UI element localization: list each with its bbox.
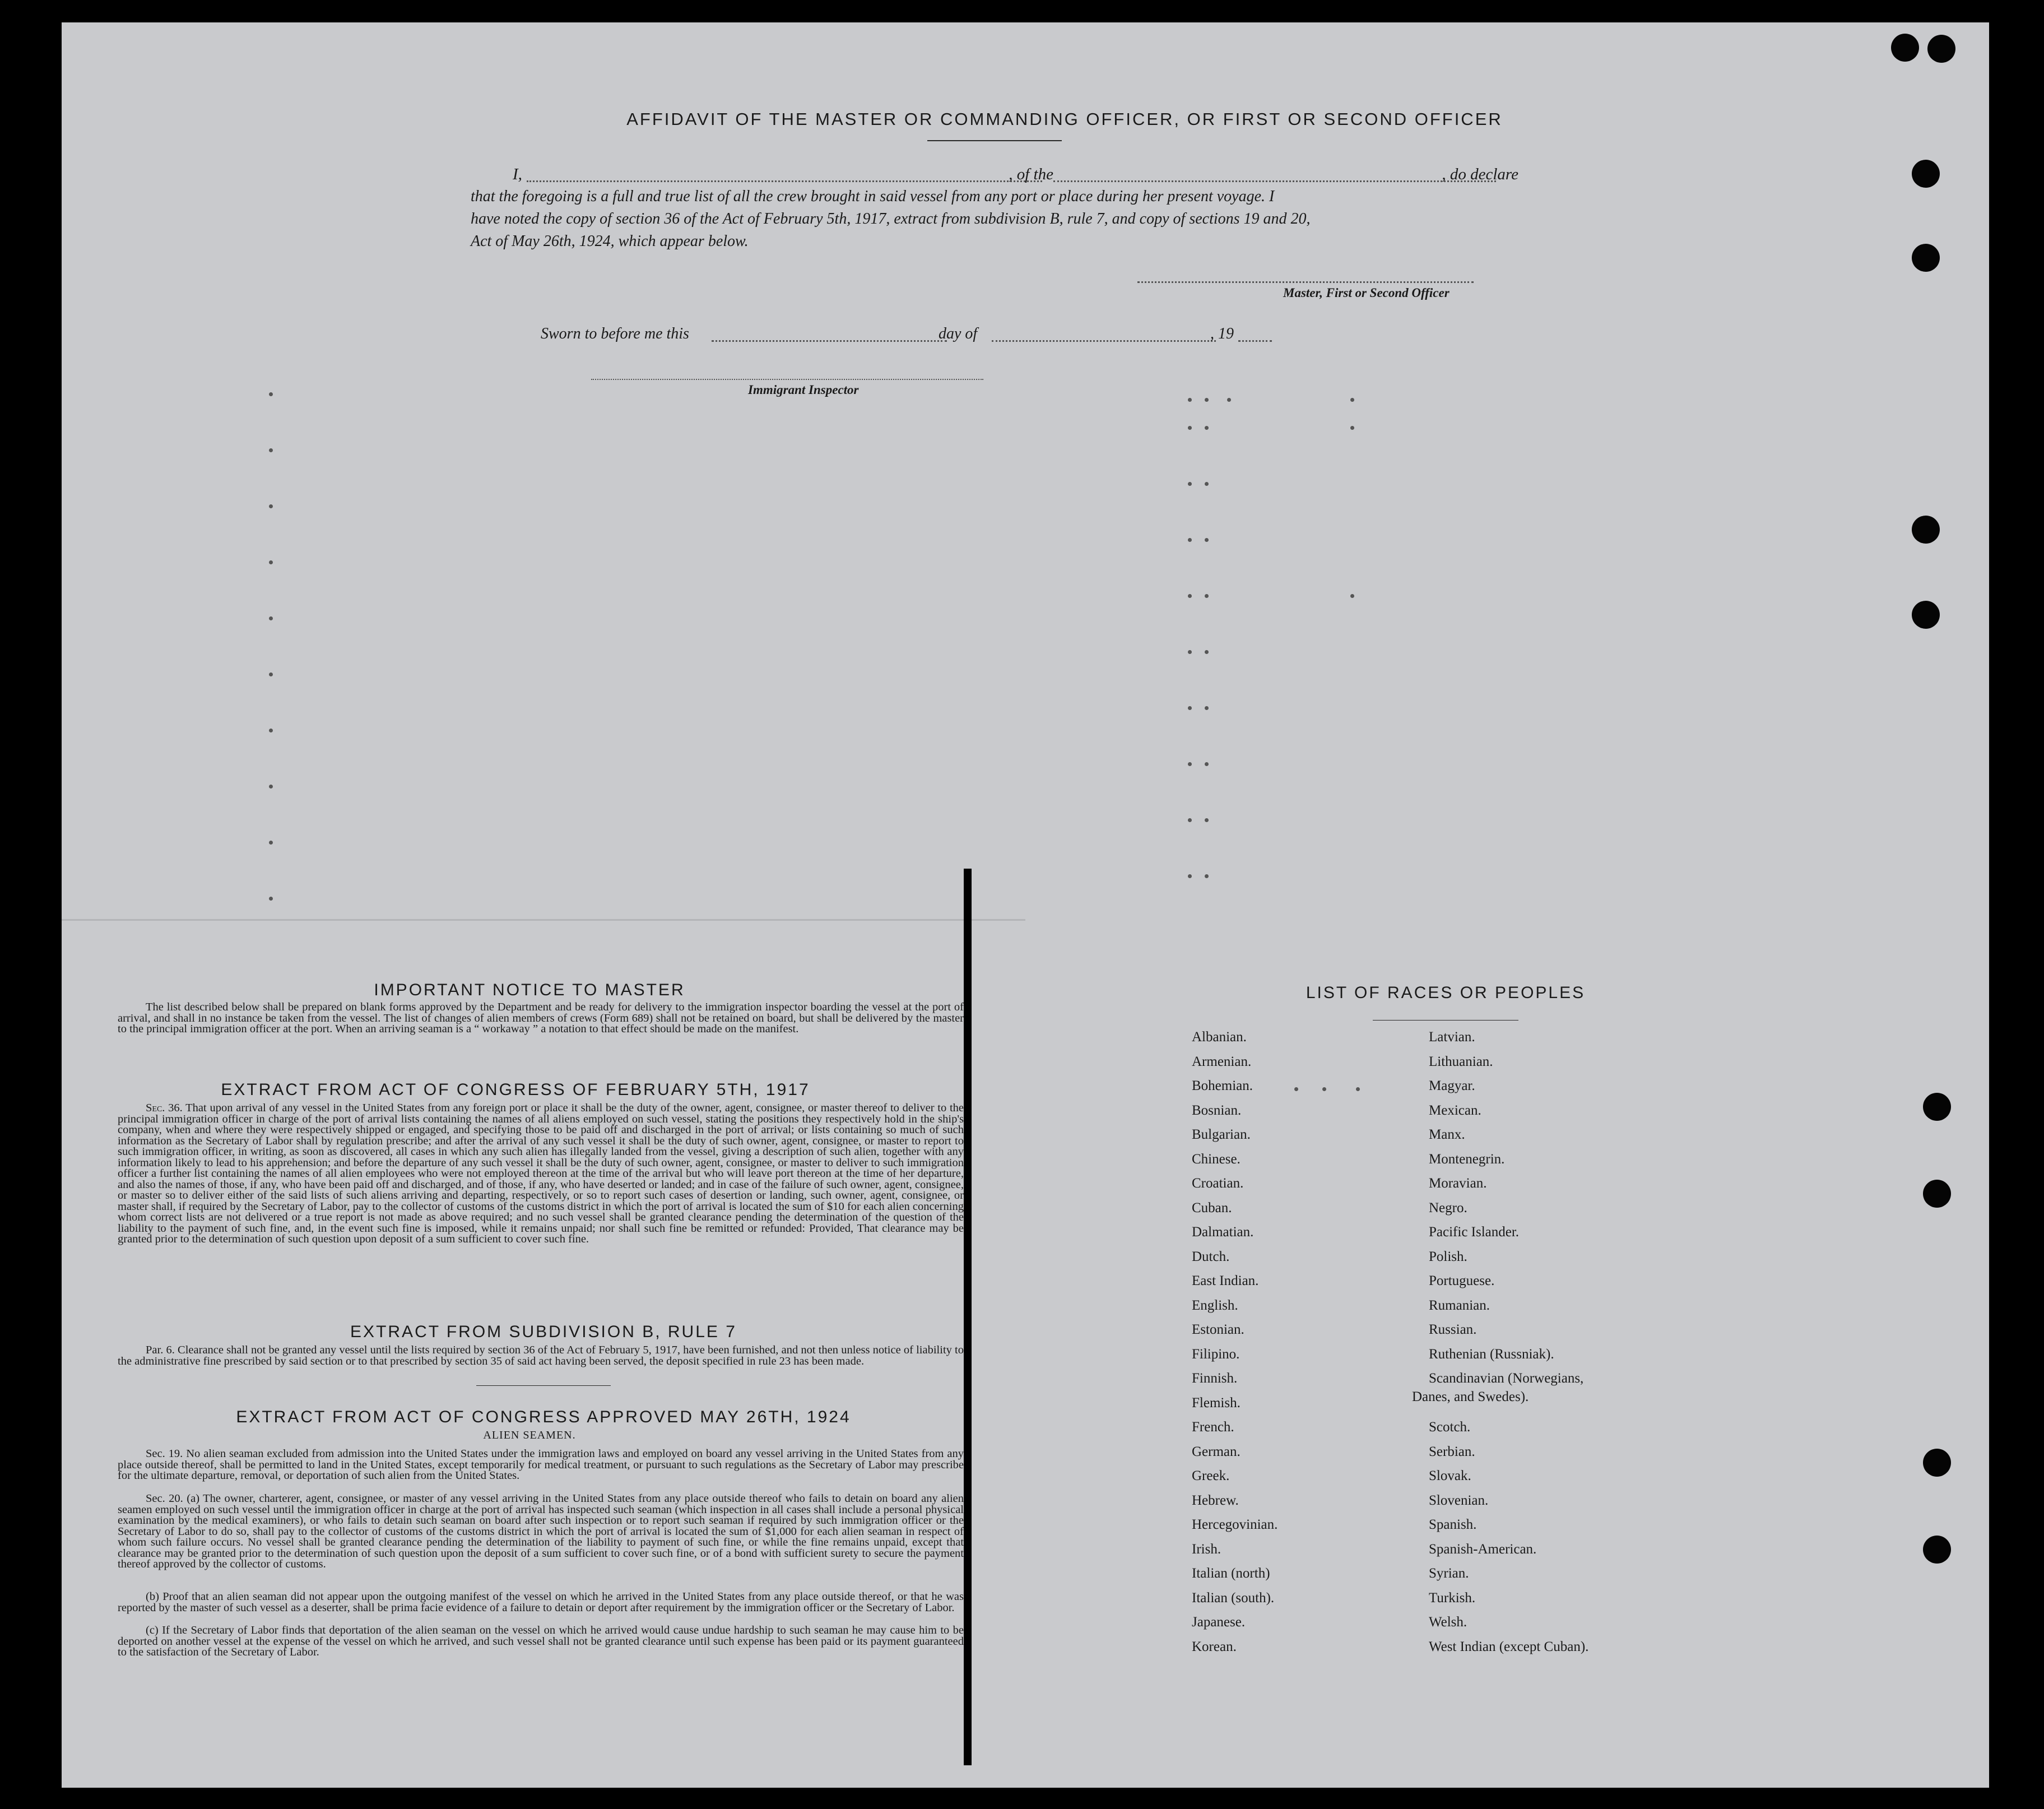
extract-b-body: Clearance shall not be granted any vessel until the lists required by section 36 of the Act of February 5, 1917, have been furnished, and not then unless notice of liability to the administrative fine prescribed by said section or to that prescribed by section 35 of said act having been served, the deposit specified in rule 23 has been made. bbox=[118, 1344, 964, 1367]
race-item: Russian. bbox=[1429, 1322, 1477, 1337]
extract-1924-subtitle: ALIEN SEAMEN. bbox=[483, 1429, 576, 1441]
race-item: Moravian. bbox=[1429, 1176, 1487, 1191]
race-item: Bulgarian. bbox=[1192, 1127, 1251, 1142]
race-item: Portuguese. bbox=[1429, 1273, 1495, 1288]
races-title: LIST OF RACES OR PEOPLES bbox=[1306, 984, 1586, 1002]
extract-1917-text bbox=[118, 1103, 964, 1245]
race-item: English. bbox=[1192, 1297, 1238, 1313]
scan-speck bbox=[1188, 426, 1192, 430]
race-item: Spanish. bbox=[1429, 1517, 1477, 1532]
officer-signature-field[interactable] bbox=[1137, 281, 1474, 283]
race-item: Syrian. bbox=[1429, 1566, 1469, 1581]
race-item: Lithuanian. bbox=[1429, 1054, 1493, 1069]
race-item: Montenegrin. bbox=[1429, 1151, 1505, 1167]
scan-speck bbox=[1205, 706, 1209, 710]
race-item: West Indian (except Cuban). bbox=[1429, 1639, 1589, 1654]
scan-speck bbox=[269, 729, 273, 732]
race-item: German. bbox=[1192, 1444, 1241, 1459]
sworn-month-field[interactable] bbox=[992, 340, 1216, 342]
race-item: Flemish. bbox=[1192, 1395, 1241, 1411]
scan-speck bbox=[1188, 706, 1192, 710]
race-item: Korean. bbox=[1192, 1639, 1237, 1654]
scan-speck bbox=[1205, 538, 1209, 542]
binding-hole bbox=[1912, 601, 1940, 629]
scan-speck bbox=[1356, 1087, 1360, 1091]
scan-speck bbox=[1350, 398, 1354, 402]
race-item: East Indian. bbox=[1192, 1273, 1259, 1288]
binding-hole bbox=[1912, 244, 1940, 272]
sworn-day-field[interactable] bbox=[712, 340, 947, 342]
manifest-sheet bbox=[62, 22, 1989, 1788]
scan-speck bbox=[1188, 818, 1192, 822]
race-item: Scandinavian (Norwegians, bbox=[1429, 1371, 1584, 1386]
race-item: Pacific Islander. bbox=[1429, 1224, 1520, 1240]
race-item: Filipino. bbox=[1192, 1346, 1240, 1362]
race-item: Irish. bbox=[1192, 1541, 1221, 1557]
scan-speck bbox=[1205, 426, 1209, 430]
extract-1924-sec20a: Sec. 20. (a) The owner, charterer, agent, consignee, or master of any vessel arriving in the United States from any place outside thereof who fails to detain on board any alien seamen employed on such vessel until the immigration officer in charge at the port of arrival has inspected such seaman (which inspection in all cases shall include a personal physical examination by the medical examiners), or who fails to detain such seaman on board after such inspection or to report such seaman if required by such immigration officer or the Secretary of Labor to do so, shall pay to the collector of customs of the customs district in which the port of arrival is located the sum of $1,000 for each alien seaman in respect of whom such failure occurs. No vessel shall be granted clearance pending the determination of the liability to payment of such fine, or while the fine remains unpaid, except that clearance may be granted prior to the determination of such question upon the deposit of a sum sufficient to cover such fine, or of a bond with sufficient surety to secure the payment thereof approved by the collector of customs. bbox=[118, 1492, 964, 1570]
scan-speck bbox=[269, 504, 273, 508]
affidavit-line3: have noted the copy of section 36 of the Act of February 5th, 1917, extract from subdivision B, rule 7, and copy of sections 19 and 20, bbox=[471, 210, 1311, 228]
sworn-prefix: Sworn to before me this bbox=[541, 325, 689, 342]
extract-1924-sec20b: (b) Proof that an alien seaman did not appear upon the outgoing manifest of the vessel on which he arrived in the United States from any place outside thereof, or that he was reported by the master of such vessel as a deserter, shall be prima facie evidence of a failure to detain or deport after requirement by the immigration officer or the Secretary of Labor. bbox=[118, 1590, 964, 1614]
binding-hole bbox=[1927, 35, 1955, 63]
extract-1917-body: That upon arrival of any vessel in the United States from any foreign port or place it shall be the duty of the owner, agent, consignee, or master thereof to deliver to the principal immigration officer in charge of the port of arrival lists containing the names of all aliens employed on such vessel, stating the positions they respectively hold in the ship's company, when and where they were respectively shipped or engaged, and specifying those to be paid off and discharged in the port of arrival; or lists containing so much of such information as the Secretary of Labor shall by regulation prescribe; and after the arrival of any such vessel it shall be the duty of such owner, agent, consignee, or master to report to such immigration officer, in writing, as soon as discovered, all cases in which any such alien has illegally landed from the vessel, giving a description of such alien, together with any information likely to lead to his apprehension; and before the departure of any such vessel it shall be the duty of such owner, agent, consignee, or master to deliver to such immigration officer a further list containing the names of all alien employees who were not employed thereon at the time of the arrival but who will leave port thereon at the time of her departure, and also the names of those, if any, who have been paid off and discharged, and of those, if any, who have deserted or landed; and in case of the failure of such owner, agent, consignee, or master so to deliver either of the said lists of such aliens arriving and departing, respectively, or so to report such cases of desertion or landing, such owner, agent, consignee, or master shall, if required by the Secretary of Labor, pay to the collector of customs of the customs district in which the port of arrival is located the sum of $10 for each alien concerning whom correct lists are not delivered or a true report is not made as above required; and no such vessel shall be granted clearance pending the determination of the question of the liability to the payment of such fine, and, in the event such fine is imposed, while it remains unpaid; nor shall such fine be remitted or refunded: Provided, That clearance may be granted prior to the determination of such question upon deposit of a sum sufficient to cover such fine. bbox=[118, 1102, 964, 1245]
race-item: Latvian. bbox=[1429, 1029, 1475, 1045]
fold-gap bbox=[964, 869, 972, 1765]
race-item: Croatian. bbox=[1192, 1176, 1244, 1191]
scan-speck bbox=[269, 672, 273, 676]
scan-speck bbox=[1188, 482, 1192, 486]
notice-text: The list described below shall be prepared on blank forms approved by the Department and be ready for delivery to the immigration inspector boarding the vessel at the port of arrival, and shall in no instance be taken from the vessel. The list of changes of alien members of crews (Form 689) shall not be retained on board, but shall be delivered by the master to the principal immigration officer at the port. When an arriving seaman is a “ workaway ” a notation to that effect should be made on the manifest. bbox=[118, 1001, 964, 1035]
scan-speck bbox=[1205, 818, 1209, 822]
race-item: French. bbox=[1192, 1420, 1234, 1435]
race-item: Dalmatian. bbox=[1192, 1224, 1254, 1240]
race-item: Spanish-American. bbox=[1429, 1541, 1537, 1557]
sworn-day-of: day of bbox=[939, 325, 978, 342]
race-item: Negro. bbox=[1429, 1200, 1467, 1216]
affidavit-line4: Act of May 26th, 1924, which appear below. bbox=[471, 233, 749, 250]
race-item: Albanian. bbox=[1192, 1029, 1247, 1045]
race-item: Hebrew. bbox=[1192, 1492, 1239, 1508]
race-item: Armenian. bbox=[1192, 1054, 1252, 1069]
scan-speck bbox=[1227, 398, 1231, 402]
scan-speck bbox=[269, 560, 273, 564]
scan-speck bbox=[1205, 650, 1209, 654]
race-item: Bosnian. bbox=[1192, 1102, 1242, 1118]
scan-speck bbox=[1205, 482, 1209, 486]
race-item: Danes, and Swedes). bbox=[1412, 1389, 1529, 1404]
binding-hole bbox=[1923, 1093, 1951, 1121]
scan-speck bbox=[269, 392, 273, 396]
race-item: Rumanian. bbox=[1429, 1297, 1490, 1313]
extract-b-text bbox=[118, 1345, 964, 1367]
race-item: Slovenian. bbox=[1429, 1492, 1489, 1508]
binding-hole bbox=[1923, 1536, 1951, 1564]
race-item: Ruthenian (Russniak). bbox=[1429, 1346, 1554, 1362]
scan-speck bbox=[269, 897, 273, 901]
extract-b-title: EXTRACT FROM SUBDIVISION B, RULE 7 bbox=[350, 1323, 737, 1341]
affidavit-line-i: I, bbox=[513, 165, 522, 183]
extract-b-par-label: Par. 6. bbox=[146, 1344, 175, 1356]
binding-hole bbox=[1912, 516, 1940, 544]
scan-speck bbox=[1188, 874, 1192, 878]
extract-b-rule bbox=[476, 1385, 611, 1386]
extract-1924-sec19: Sec. 19. No alien seaman excluded from admission into the United States under the immigration laws and employed on board any vessel arriving in the United States from any place outside thereof, shall be permitted to land in the United States, except temporarily for medical treatment, or pursuant to such regulations as the Secretary of Labor may prescribe for the ultimate departure, removal, or deportation of such alien from the United States. bbox=[118, 1448, 964, 1482]
extract-1924-title: EXTRACT FROM ACT OF CONGRESS APPROVED MAY 26TH, 1924 bbox=[236, 1408, 851, 1426]
affidavit-of-the: , of the bbox=[1009, 165, 1053, 183]
affidavit-line2: that the foregoing is a full and true list of all the crew brought in said vessel from any port or place during her present voyage. I bbox=[471, 188, 1275, 205]
scan-speck bbox=[269, 616, 273, 620]
race-item: Chinese. bbox=[1192, 1151, 1241, 1167]
inspector-signature-field[interactable] bbox=[591, 379, 983, 380]
scan-speck bbox=[269, 785, 273, 788]
race-item: Turkish. bbox=[1429, 1590, 1476, 1606]
fold-line-horizontal bbox=[62, 919, 1025, 921]
inspector-caption: Immigrant Inspector bbox=[748, 383, 859, 397]
scan-speck bbox=[1205, 594, 1209, 598]
extract-1917-sec-label: Sec. 36. bbox=[146, 1102, 183, 1114]
race-item: Estonian. bbox=[1192, 1322, 1244, 1337]
scan-speck bbox=[1188, 398, 1192, 402]
binding-hole bbox=[1912, 160, 1940, 188]
scan-speck bbox=[269, 841, 273, 845]
scan-speck bbox=[1188, 650, 1192, 654]
declarant-name-field[interactable] bbox=[527, 180, 1042, 182]
race-item: Bohemian. bbox=[1192, 1078, 1253, 1093]
race-item: Dutch. bbox=[1192, 1249, 1230, 1264]
race-item: Italian (south). bbox=[1192, 1590, 1275, 1606]
binding-hole bbox=[1923, 1449, 1951, 1477]
officer-signature-caption: Master, First or Second Officer bbox=[1283, 286, 1450, 300]
extract-1924-sec20c: (c) If the Secretary of Labor finds that deportation of the alien seaman on the vessel on which he arrived would cause undue hardship to such seaman he may cause him to be deported on another vessel at the expense of the vessel on which he arrived, and such vessel shall not be granted clearance until such expense has been paid or its payment guaranteed to the satisfaction of the Secretary of Labor. bbox=[118, 1624, 964, 1658]
race-item: Scotch. bbox=[1429, 1420, 1471, 1435]
scan-speck bbox=[1322, 1087, 1326, 1091]
race-item: Japanese. bbox=[1192, 1615, 1246, 1630]
scan-speck bbox=[1205, 398, 1209, 402]
scan-speck bbox=[1350, 426, 1354, 430]
binding-hole bbox=[1891, 34, 1919, 62]
race-item: Finnish. bbox=[1192, 1371, 1238, 1386]
scan-speck bbox=[269, 448, 273, 452]
race-item: Slovak. bbox=[1429, 1468, 1471, 1483]
scan-speck bbox=[1205, 762, 1209, 766]
race-item: Polish. bbox=[1429, 1249, 1467, 1264]
sworn-year: , 19 bbox=[1210, 325, 1234, 342]
affidavit-do-declare: , do declare bbox=[1442, 165, 1518, 183]
races-title-underline bbox=[1373, 1020, 1518, 1021]
scan-speck bbox=[1205, 874, 1209, 878]
race-item: Serbian. bbox=[1429, 1444, 1475, 1459]
race-item: Magyar. bbox=[1429, 1078, 1475, 1093]
race-item: Italian (north) bbox=[1192, 1566, 1270, 1581]
extract-1917-title: EXTRACT FROM ACT OF CONGRESS OF FEBRUARY 5TH, 1917 bbox=[221, 1080, 810, 1099]
affidavit-title: AFFIDAVIT OF THE MASTER OR COMMANDING OFFICER, OR FIRST OR SECOND OFFICER bbox=[626, 109, 1503, 129]
sworn-year-field[interactable] bbox=[1238, 340, 1272, 342]
race-item: Mexican. bbox=[1429, 1102, 1481, 1118]
race-item: Greek. bbox=[1192, 1468, 1230, 1483]
race-item: Cuban. bbox=[1192, 1200, 1232, 1216]
scan-speck bbox=[1188, 594, 1192, 598]
notice-title: IMPORTANT NOTICE TO MASTER bbox=[374, 981, 685, 999]
race-item: Welsh. bbox=[1429, 1615, 1467, 1630]
race-item: Manx. bbox=[1429, 1127, 1465, 1142]
scan-speck bbox=[1350, 594, 1354, 598]
scan-speck bbox=[1188, 762, 1192, 766]
race-item: Hercegovinian. bbox=[1192, 1517, 1278, 1532]
affidavit-title-underline bbox=[927, 140, 1062, 141]
scan-speck bbox=[1188, 538, 1192, 542]
scan-speck bbox=[1294, 1087, 1298, 1091]
binding-hole bbox=[1923, 1180, 1951, 1208]
